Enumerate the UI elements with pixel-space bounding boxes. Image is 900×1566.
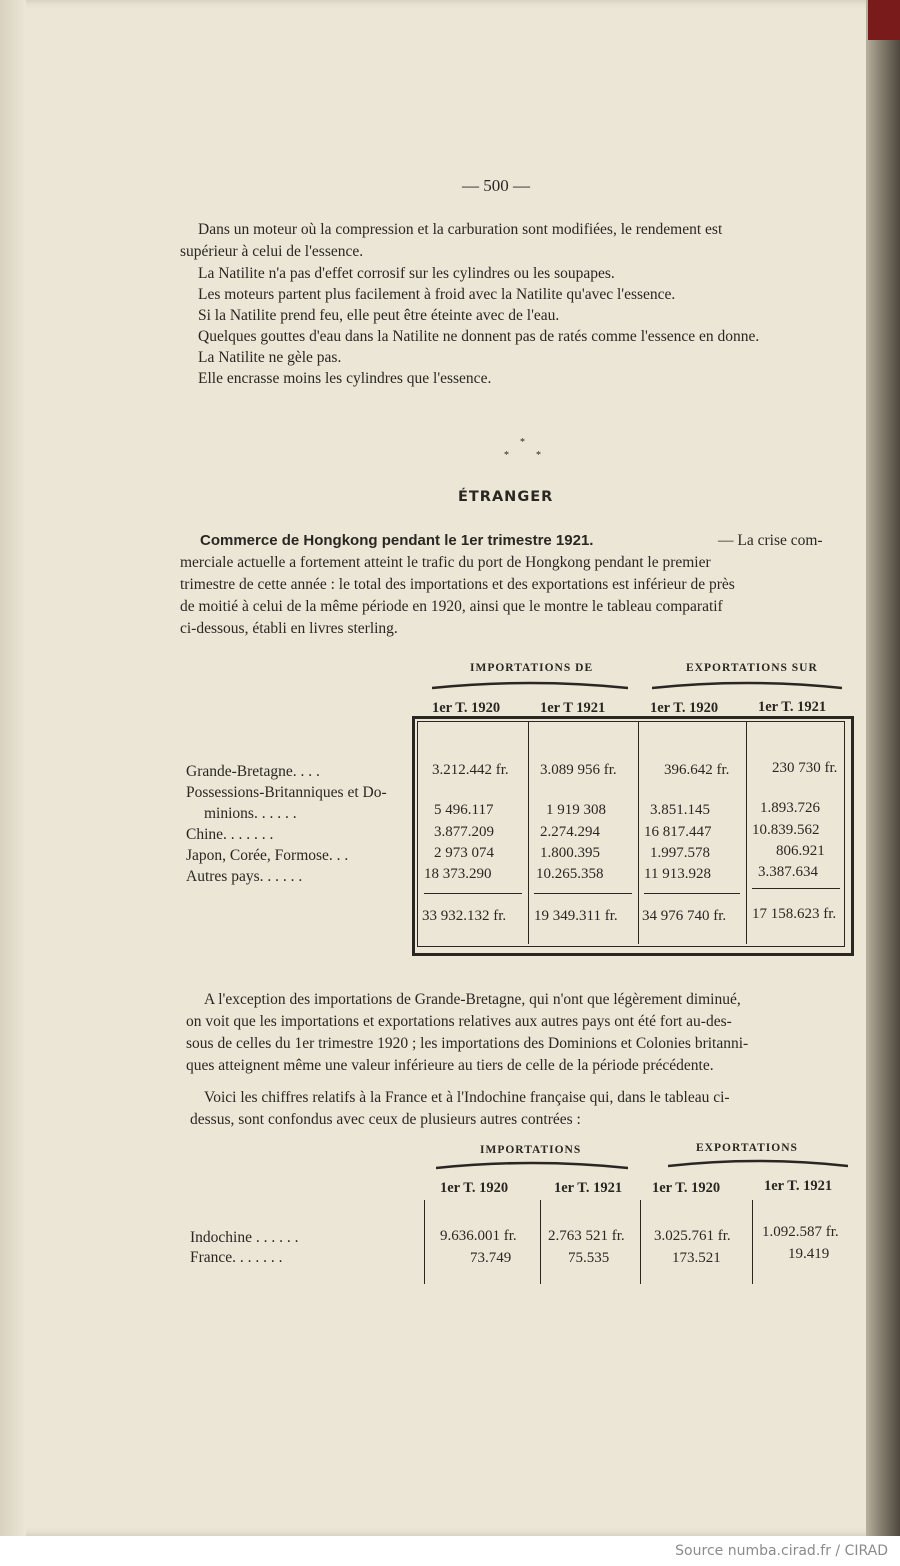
para2-line: on voit que les importations et exportations relatives aux autres pays ont été fort au-des- <box>186 1013 732 1030</box>
table1-total: 19 349.311 fr. <box>534 908 618 924</box>
table1-cell: 396.642 fr. <box>664 762 730 778</box>
table1-cell: 5 496.117 <box>434 802 494 818</box>
table1-cell: 10.265.358 <box>536 866 604 882</box>
article-line: trimestre de cette année : le total des importations et des exportations est inférieur de près <box>180 576 735 593</box>
para2-line: A l'exception des importations de Grande-Bretagne, qui n'ont que légèrement diminué, <box>204 991 741 1008</box>
table1-cell: 806.921 <box>776 843 825 859</box>
column-divider <box>540 1200 541 1284</box>
intro-line: Dans un moteur où la compression et la carburation sont modifiées, le rendement est <box>198 221 723 238</box>
table2-row-label: France. . . . . . . <box>190 1249 283 1266</box>
table2-col-header: 1er T. 1921 <box>554 1180 623 1196</box>
table1-col-header: 1er T. 1920 <box>650 700 719 716</box>
table1-brace <box>652 680 842 690</box>
table2-cell: 2.763 521 fr. <box>548 1228 625 1244</box>
article-title: Commerce de Hongkong pendant le 1er trimestre 1921. <box>200 532 594 549</box>
table2-brace <box>436 1160 628 1170</box>
table2-cell: 3.025.761 fr. <box>654 1228 731 1244</box>
column-divider <box>638 722 639 944</box>
para2-line: ques atteignent même une valeur inférieure au tiers de celle de la période précédente. <box>186 1057 714 1074</box>
table1-cell: 10.839.562 <box>752 822 820 838</box>
table2-brace <box>668 1158 848 1168</box>
intro-line: supérieur à celui de l'essence. <box>180 243 364 260</box>
intro-line: La Natilite ne gèle pas. <box>198 349 342 366</box>
table2-col-header: 1er T. 1920 <box>440 1180 509 1196</box>
table1-cell: 2 973 074 <box>434 845 494 861</box>
table1-row-label: Chine. . . . . . . <box>186 826 274 843</box>
asterism-star: * <box>536 450 541 461</box>
table1-row-label: Autres pays. . . . . . <box>186 868 303 885</box>
table2-group-header: EXPORTATIONS <box>696 1142 798 1154</box>
source-credit: Source numba.cirad.fr / CIRAD <box>675 1543 888 1559</box>
column-divider <box>746 722 747 944</box>
table1-brace <box>432 680 628 690</box>
intro-line: Elle encrasse moins les cylindres que l'essence. <box>198 370 492 387</box>
table2-group-header: IMPORTATIONS <box>480 1144 582 1156</box>
table1-col-header: 1er T. 1920 <box>432 700 501 716</box>
table1-group-header: EXPORTATIONS SUR <box>686 662 818 674</box>
column-divider <box>640 1200 641 1284</box>
column-divider <box>528 722 529 944</box>
table2-row-label: Indochine . . . . . . <box>190 1229 299 1246</box>
asterism-star: * <box>520 437 525 448</box>
para3-line: dessus, sont confondus avec ceux de plusieurs autres contrées : <box>190 1111 581 1128</box>
para3-line: Voici les chiffres relatifs à la France et à l'Indochine française qui, dans le tableau ci- <box>204 1089 730 1106</box>
table1-row-label: Possessions-Britanniques et Do- <box>186 784 387 801</box>
table1-row-label: Grande-Bretagne. . . . <box>186 763 320 780</box>
intro-line: La Natilite n'a pas d'effet corrosif sur les cylindres ou les soupapes. <box>198 265 615 282</box>
table1-cell: 1.800.395 <box>540 845 600 861</box>
table2-cell: 1.092.587 fr. <box>762 1224 839 1240</box>
intro-line: Quelques gouttes d'eau dans la Natilite ne donnent pas de ratés comme l'essence en donne. <box>198 328 760 345</box>
table1-col-header: 1er T 1921 <box>540 700 606 716</box>
table2-cell: 75.535 <box>568 1250 610 1266</box>
table2-cell: 73.749 <box>470 1250 512 1266</box>
table1-total: 17 158.623 fr. <box>752 906 837 922</box>
section-title: ÉTRANGER <box>458 489 554 505</box>
table1-total: 33 932.132 fr. <box>422 908 507 924</box>
table1-row-label: Japon, Corée, Formose. . . <box>186 847 349 864</box>
article-line: — La crise com- <box>718 532 823 549</box>
table1-cell: 3.851.145 <box>650 802 710 818</box>
table2-cell: 9.636.001 fr. <box>440 1228 517 1244</box>
article-line: merciale actuelle a fortement atteint le trafic du port de Hongkong pendant le premier <box>180 554 711 571</box>
table1-group-header: IMPORTATIONS DE <box>470 662 594 674</box>
table1-cell: 11 913.928 <box>644 866 711 882</box>
column-divider <box>752 1200 753 1284</box>
table1-total: 34 976 740 fr. <box>642 908 727 924</box>
table1-cell: 16 817.447 <box>644 824 712 840</box>
page-edge-left <box>0 0 26 1536</box>
table1-cell: 1 919 308 <box>546 802 606 818</box>
article-line: de moitié à celui de la même période en 1920, ainsi que le montre le tableau comparatif <box>180 598 723 615</box>
table1-cell: 3.089 956 fr. <box>540 762 617 778</box>
article-line: ci-dessous, établi en livres sterling. <box>180 620 398 637</box>
total-rule <box>644 893 740 894</box>
red-binding-corner <box>868 0 900 40</box>
intro-line: Les moteurs partent plus facilement à froid avec la Natilite qu'avec l'essence. <box>198 286 676 303</box>
table1-col-header: 1er T. 1921 <box>758 699 827 715</box>
para2-line: sous de celles du 1er trimestre 1920 ; les importations des Dominions et Colonies britanni- <box>186 1035 749 1052</box>
table1-cell: 230 730 fr. <box>772 760 838 776</box>
table1-cell: 3.387.634 <box>758 864 818 880</box>
table1-cell: 1.893.726 <box>760 800 820 816</box>
total-rule <box>534 893 632 894</box>
total-rule <box>752 888 840 889</box>
asterism-star: * <box>504 450 509 461</box>
page-number: — 500 — <box>462 176 530 195</box>
table2-cell: 19.419 <box>788 1246 830 1262</box>
column-divider <box>424 1200 425 1284</box>
table1-cell: 3.877.209 <box>434 824 494 840</box>
table1-cell: 2.274.294 <box>540 824 600 840</box>
book-spine-edge <box>866 0 900 1536</box>
table1-cell: 3.212.442 fr. <box>432 762 509 778</box>
table2-col-header: 1er T. 1921 <box>764 1178 833 1194</box>
intro-line: Si la Natilite prend feu, elle peut être éteinte avec de l'eau. <box>198 307 560 324</box>
table1-row-label: minions. . . . . . <box>204 805 297 822</box>
total-rule <box>424 893 522 894</box>
table1-cell: 18 373.290 <box>424 866 492 882</box>
table2-cell: 173.521 <box>672 1250 721 1266</box>
table2-col-header: 1er T. 1920 <box>652 1180 721 1196</box>
table1-cell: 1.997.578 <box>650 845 710 861</box>
